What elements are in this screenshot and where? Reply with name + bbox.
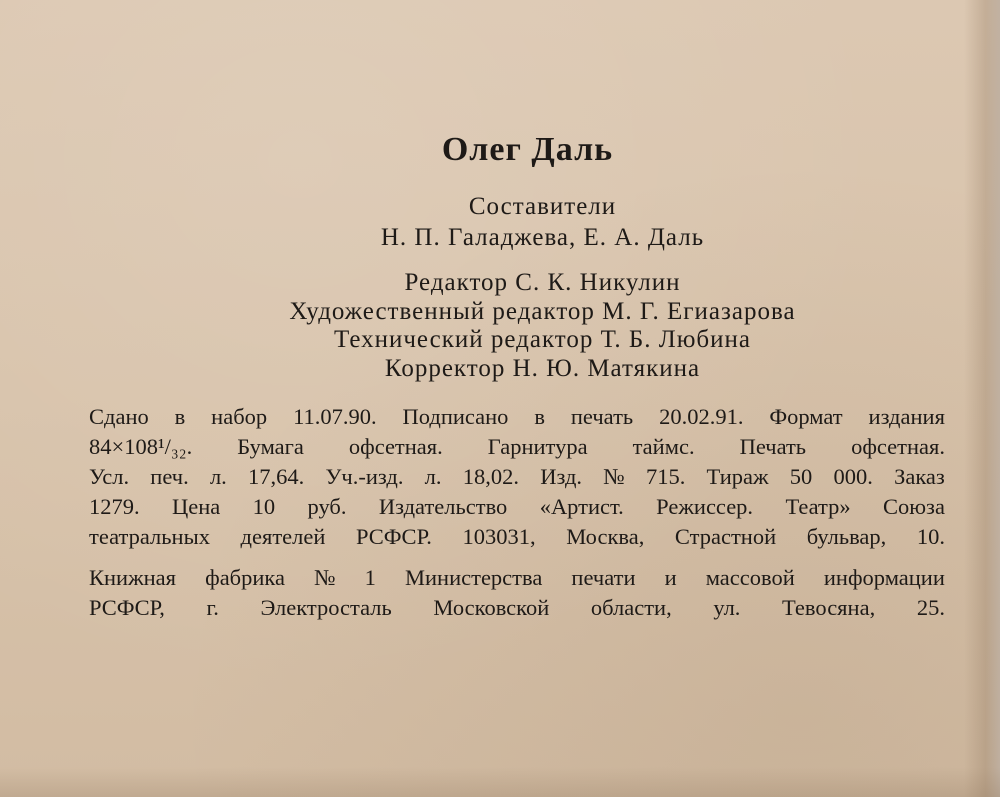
- word: офсетная.: [348, 434, 443, 459]
- word: л.: [424, 464, 442, 489]
- word: 103031,: [462, 524, 536, 549]
- word: и: [664, 565, 677, 590]
- word: 11.07.90.: [293, 404, 377, 429]
- word: печ.: [150, 464, 189, 489]
- word: 000.: [833, 464, 873, 489]
- word: офсетная.: [851, 434, 945, 459]
- word: 84×108¹/₃₂.: [89, 434, 193, 459]
- word: Московской: [433, 595, 550, 620]
- word: информации: [823, 565, 945, 590]
- word: Театр»: [785, 494, 851, 519]
- word: 1279.: [89, 494, 140, 519]
- word: области,: [590, 595, 672, 620]
- word: Бумага: [237, 434, 304, 459]
- word: набор: [211, 404, 268, 429]
- word: Гарнитура: [487, 434, 588, 459]
- word: Сдано: [89, 404, 149, 429]
- word: №: [603, 464, 625, 489]
- credit-editor: Редактор С. К. Никулин: [404, 269, 681, 296]
- compilers-label: Составители: [468, 193, 617, 220]
- word: в: [174, 404, 186, 429]
- word: печать: [570, 404, 634, 429]
- word: Издательство: [378, 494, 508, 519]
- page-bottom-shadow: [0, 767, 1000, 797]
- word: театральных: [89, 524, 210, 549]
- word: Подписано: [402, 404, 509, 429]
- word: 18,02.: [462, 464, 519, 489]
- word: №: [314, 565, 336, 590]
- word: Печать: [739, 434, 807, 459]
- imprint-line: [89, 492, 945, 522]
- imprint-line: [89, 402, 945, 432]
- imprint-line: [89, 522, 945, 552]
- imprint-line: [89, 462, 945, 492]
- word: в: [534, 404, 545, 429]
- credit-art-editor: Художественный редактор М. Г. Егиазарова: [289, 298, 796, 325]
- word: Тевосяна,: [782, 595, 876, 620]
- word: издания: [868, 404, 945, 429]
- word: г.: [206, 595, 219, 620]
- word: 20.02.91.: [659, 404, 744, 429]
- word: Союза: [882, 494, 945, 519]
- word: Москва,: [566, 524, 645, 549]
- credit-technical-editor: Технический редактор Т. Б. Любина: [334, 326, 751, 353]
- word: Цена: [172, 494, 221, 519]
- word: руб.: [307, 494, 347, 519]
- word: 17,64.: [248, 464, 305, 489]
- word: Уч.-изд.: [325, 464, 404, 489]
- word: Электросталь: [260, 595, 392, 620]
- page-edge-shadow: [964, 0, 1000, 797]
- compilers-names: Н. П. Галаджева, Е. А. Даль: [380, 224, 705, 251]
- word: таймс.: [632, 434, 695, 459]
- word: 1: [364, 565, 376, 590]
- printer-paragraph: [89, 563, 945, 623]
- word: РСФСР.: [355, 524, 432, 549]
- word: 10: [252, 494, 276, 519]
- credit-proofreader: Корректор Н. Ю. Матякина: [384, 355, 701, 382]
- word: Книжная: [89, 565, 177, 590]
- imprint-paragraph: [89, 402, 945, 552]
- word: ул.: [713, 595, 741, 620]
- word: фабрика: [205, 565, 285, 590]
- word: РСФСР,: [89, 595, 165, 620]
- word: 25.: [916, 595, 945, 620]
- word: Усл.: [89, 464, 130, 489]
- printer-line: [89, 563, 945, 593]
- word: 50: [789, 464, 813, 489]
- word: бульвар,: [806, 524, 887, 549]
- word: Страстной: [674, 524, 777, 549]
- word: Тираж: [706, 464, 769, 489]
- word: деятелей: [240, 524, 326, 549]
- imprint-line: [89, 432, 945, 462]
- word: печати: [571, 565, 636, 590]
- word: л.: [209, 464, 227, 489]
- word: Формат: [769, 404, 843, 429]
- book-title: Олег Даль: [441, 131, 614, 168]
- word: Изд.: [540, 464, 583, 489]
- word: Министерства: [405, 565, 543, 590]
- word: Заказ: [894, 464, 945, 489]
- word: массовой: [705, 565, 795, 590]
- word: 715.: [645, 464, 686, 489]
- printer-line: [89, 593, 945, 623]
- word: «Артист.: [539, 494, 624, 519]
- word: Режиссер.: [656, 494, 754, 519]
- word: 10.: [916, 524, 945, 549]
